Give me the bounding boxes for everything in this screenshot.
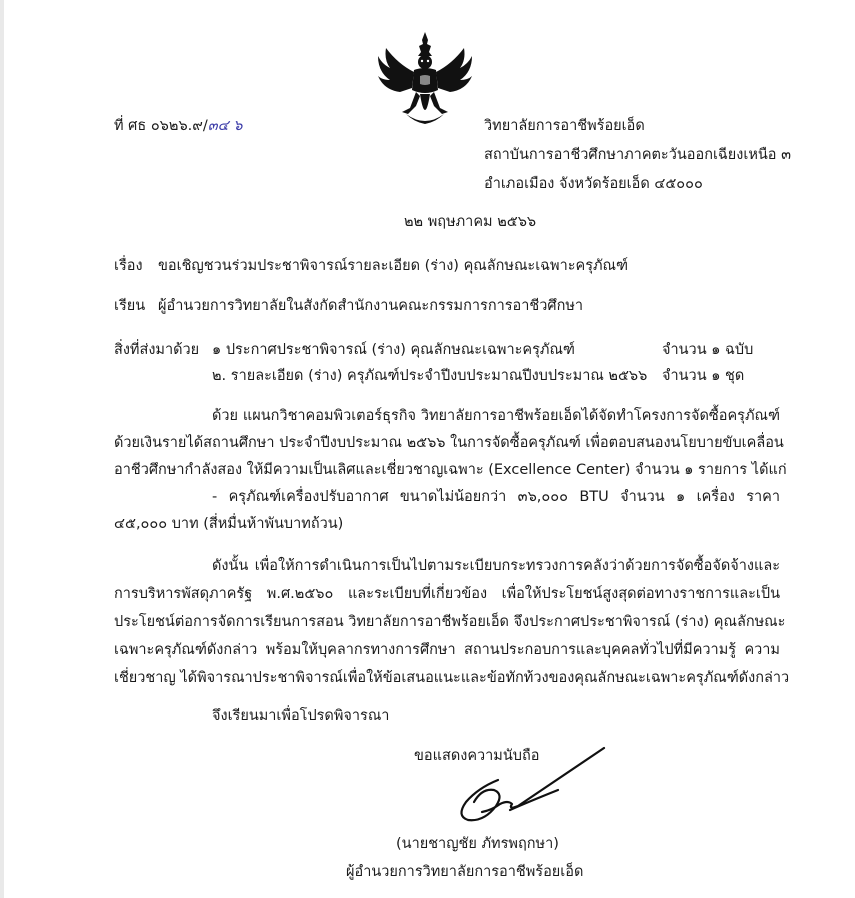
- signatory-name: (นายชาญชัย ภัทรพฤกษา): [396, 836, 559, 852]
- document-reference: [114, 116, 242, 136]
- closing-request: จึงเรียนมาเพื่อโปรดพิจารณา: [212, 708, 390, 724]
- recipient-text: ผู้อำนวยการวิทยาลัยในสังกัดสำนักงานคณะกรรมการการอาชีวศึกษา: [158, 298, 584, 314]
- body-paragraph-2-line: เฉพาะครุภัณฑ์ดังกล่าว พร้อมให้บุคลากรทางการศึกษา สถานประกอบการและบุคคลทั่วไปที่มีความรู้ ความ: [114, 642, 780, 658]
- body-paragraph-1-line: ๔๕,๐๐๐ บาท (สี่หมื่นห้าพันบาทถ้วน): [114, 516, 344, 532]
- body-paragraph-1-line: ด้วย แผนกวิชาคอมพิวเตอร์ธุรกิจ วิทยาลัยการอาชีพร้อยเอ็ดได้จัดทำโครงการจัดซื้อครุภัณฑ์: [212, 408, 780, 424]
- sender-name: วิทยาลัยการอาชีพร้อยเอ็ด: [484, 118, 645, 134]
- enclosure-quantity: จำนวน ๑ ฉบับ: [662, 342, 754, 358]
- enclosure-item: ๑ ประกาศประชาพิจารณ์ (ร่าง) คุณลักษณะเฉพาะครุภัณฑ์: [212, 342, 575, 358]
- salutation: ขอแสดงความนับถือ: [414, 748, 540, 764]
- body-paragraph-2-line: ประโยชน์ต่อการจัดการเรียนการสอน วิทยาลัยการอาชีพร้อยเอ็ด จึงประกาศประชาพิจารณ์ (ร่าง) คุณลักษณะ: [114, 614, 786, 630]
- body-paragraph-1-line: อาชีวศึกษากำลังสอง ให้มีความเป็นเลิศและเชี่ยวชาญเฉพาะ (Excellence Center) จำนวน ๑ รายการ ได้แก่: [114, 462, 787, 478]
- enclosure-quantity: จำนวน ๑ ชุด: [662, 368, 745, 384]
- subject-text: ขอเชิญชวนร่วมประชาพิจารณ์รายละเอียด (ร่าง) คุณลักษณะเฉพาะครุภัณฑ์: [158, 258, 629, 274]
- sender-location: อำเภอเมือง จังหวัดร้อยเอ็ด ๔๕๐๐๐: [484, 176, 703, 192]
- sender-institute: สถาบันการอาชีวศึกษาภาคตะวันออกเฉียงเหนือ ๓: [484, 147, 792, 163]
- recipient-label: เรียน: [114, 298, 146, 314]
- enclosure-item: ๒. รายละเอียด (ร่าง) ครุภัณฑ์ประจำปีงบประมาณปีงบประมาณ ๒๕๖๖: [212, 368, 648, 384]
- signatory-position: ผู้อำนวยการวิทยาลัยการอาชีพร้อยเอ็ด: [346, 864, 584, 880]
- body-paragraph-2-line: การบริหารพัสดุภาครัฐ พ.ศ.๒๕๖๐ และระเบียบที่เกี่ยวข้อง เพื่อให้ประโยชน์สูงสุดต่อทางราชการและเป็น: [114, 586, 780, 602]
- reference-number-handwritten: ๓๔ ๖: [207, 118, 243, 134]
- reference-prefix: ที่ ศธ ๐๖๒๖.๙/: [114, 118, 208, 134]
- body-paragraph-2-line: เชี่ยวชาญ ได้พิจารณาประชาพิจารณ์เพื่อให้ข้อเสนอแนะและข้อทักท้วงของคุณลักษณะเฉพาะครุภัณฑ์ดังกล่าว: [114, 670, 790, 686]
- body-paragraph-1-line: - ครุภัณฑ์เครื่องปรับอากาศ ขนาดไม่น้อยกว่า ๓๖,๐๐๐ BTU จำนวน ๑ เครื่อง ราคา: [212, 489, 780, 505]
- document-date: ๒๒ พฤษภาคม ๒๕๖๖: [404, 214, 537, 230]
- body-paragraph-1-line: ด้วยเงินรายได้สถานศึกษา ประจำปีงบประมาณ ๒๕๖๖ ในการจัดซื้อครุภัณฑ์ เพื่อตอบสนองนโยบายขับเคลื่อน: [114, 435, 784, 451]
- body-paragraph-2-line: ดังนั้น เพื่อให้การดำเนินการเป็นไปตามระเบียบกระทรวงการคลังว่าด้วยการจัดซื้อจัดจ้างและ: [212, 558, 780, 574]
- garuda-emblem-icon: [376, 30, 474, 130]
- subject-label: เรื่อง: [114, 258, 143, 274]
- handwritten-signature-icon: [438, 740, 618, 830]
- scan-edge: [0, 0, 4, 898]
- enclosures-label: สิ่งที่ส่งมาด้วย: [114, 342, 200, 358]
